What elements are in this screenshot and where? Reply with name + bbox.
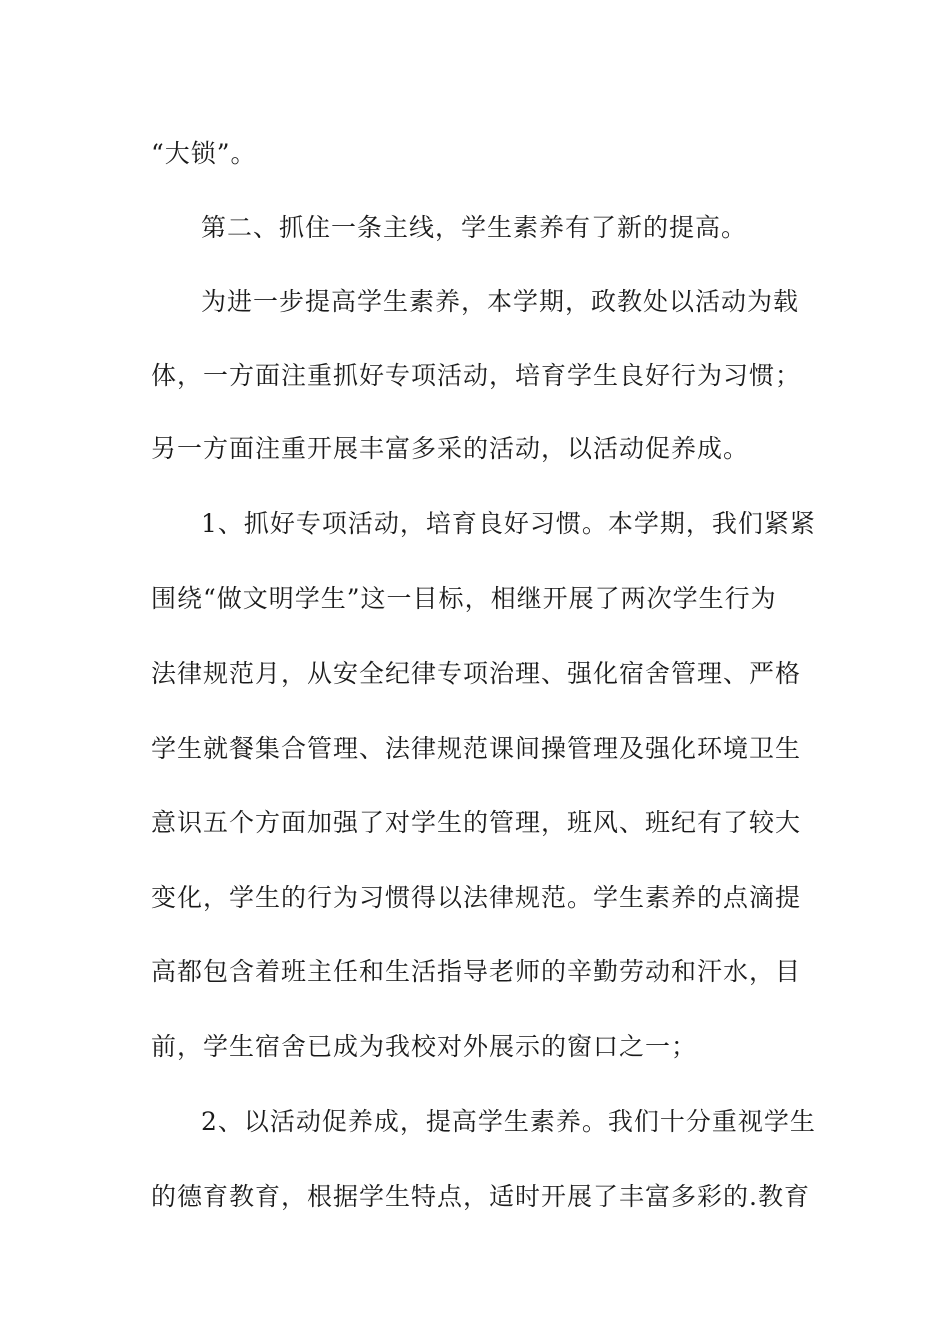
paragraph-line: 体，一方面注重抓好专项活动，培育学生良好行为习惯； <box>151 361 802 390</box>
paragraph-line: 1、抓好专项活动，培育良好习惯。本学期，我们紧紧 <box>201 509 816 538</box>
paragraph-line: 变化，学生的行为习惯得以法律规范。学生素养的点滴提 <box>151 883 802 912</box>
text-line: “大锁”。 <box>151 139 257 168</box>
paragraph-line: 意识五个方面加强了对学生的管理，班风、班纪有了较大 <box>151 808 802 837</box>
paragraph-line: 围绕“做文明学生”这一目标，相继开展了两次学生行为 <box>151 584 777 613</box>
paragraph-line: 为进一步提高学生素养，本学期，政教处以活动为载 <box>201 287 800 316</box>
section-heading: 第二、抓住一条主线，学生素养有了新的提高。 <box>201 213 748 242</box>
paragraph-line: 前，学生宿舍已成为我校对外展示的窗口之一； <box>151 1032 698 1061</box>
paragraph-line: 法律规范月，从安全纪律专项治理、强化宿舍管理、严格 <box>151 659 802 688</box>
paragraph-line: 另一方面注重开展丰富多采的活动，以活动促养成。 <box>151 434 750 463</box>
paragraph-line: 2、以活动促养成，提高学生素养。我们十分重视学生 <box>201 1107 816 1136</box>
paragraph-line: 学生就餐集合管理、法律规范课间操管理及强化环境卫生 <box>151 734 802 763</box>
paragraph-line: 高都包含着班主任和生活指导老师的辛勤劳动和汗水，目 <box>151 957 802 986</box>
paragraph-line: 的德育教育，根据学生特点，适时开展了丰富多彩的.教育 <box>151 1182 810 1211</box>
